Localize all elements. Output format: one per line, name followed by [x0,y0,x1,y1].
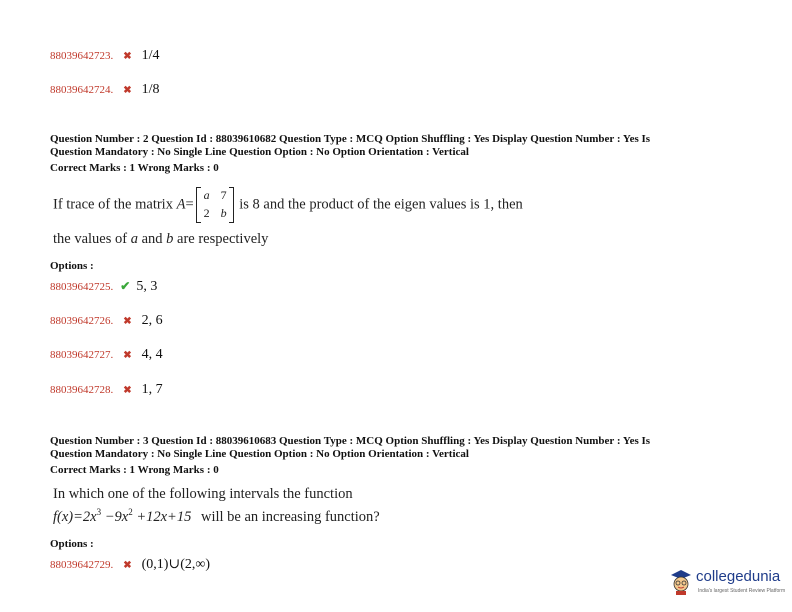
option-row [50,46,160,64]
question-3-meta [50,435,730,477]
wrong-icon: ✖ [123,350,132,361]
variable-b: b [166,231,174,247]
question-text: If trace of the matrix [53,196,173,213]
equals-sign: = [185,196,194,213]
option-row [50,80,160,98]
question-text: will be an increasing function? [200,509,380,525]
option-row [50,380,163,398]
matrix-cell: b [220,206,227,220]
wrong-icon: ✖ [123,85,132,96]
collegedunia-logo [668,566,788,602]
question-meta-line: Question Number : 2 Question Id : 88039610682 Question Type : MCQ Option Shuffling : Yes Display Question Number : Yes Is [50,133,651,145]
question-text: the values of [53,231,128,247]
question-text: is 8 and the product of the eigen values is 1, then [239,196,523,213]
option-text: 5, 3 [136,279,158,294]
exponent: 2 [128,507,133,517]
exponent: 3 [96,507,102,517]
option-id: 88039642725. [50,281,114,293]
option-text: (0,1)∪(2,∞) [141,557,210,572]
question-2-meta [50,133,730,175]
question-3-text-line1: In which one of the following intervals the function [53,486,353,502]
option-id: 88039642727. [50,349,114,361]
check-icon: ✔ [120,279,131,293]
option-text: 1/4 [141,48,160,63]
option-row [50,555,210,573]
option-id: 88039642726. [50,315,114,327]
question-meta-line: Question Mandatory : No Single Line Question Option : No Option Orientation : Vertical [50,448,469,460]
options-label: Options : [50,260,94,272]
matrix [196,187,234,223]
matrix-cell: a [203,188,210,202]
question-text: are respectively [177,231,269,247]
option-text: 1/8 [141,82,160,97]
option-id: 88039642728. [50,384,114,396]
question-meta-line: Question Mandatory : No Single Line Question Option : No Option Orientation : Vertical [50,146,469,158]
options-label: Options : [50,538,94,550]
graduate-mascot-icon [668,568,694,596]
option-row [50,345,163,363]
variable-a: a [130,231,138,247]
matrix-cell: 7 [220,188,227,202]
question-2-text-line2 [53,231,268,248]
question-meta-line: Question Number : 3 Question Id : 88039610683 Question Type : MCQ Option Shuffling : Yes Display Question Number : Yes Is [50,435,651,447]
option-row [50,277,157,295]
question-marks: Correct Marks : 1 Wrong Marks : 0 [50,464,219,476]
wrong-icon: ✖ [123,51,132,62]
matrix-cell: 2 [203,206,210,220]
function-lhs: f(x)=2x [53,509,97,525]
question-3-function [53,507,380,526]
question-2-text-line1 [53,187,523,223]
option-id: 88039642723. [50,50,114,62]
wrong-icon: ✖ [123,316,132,327]
option-id: 88039642724. [50,84,114,96]
wrong-icon: ✖ [123,385,132,396]
wrong-icon: ✖ [123,560,132,571]
option-text: 4, 4 [141,347,163,362]
logo-tagline: India's largest Student Review Platform [698,588,786,594]
option-text: 2, 6 [141,313,163,328]
option-text: 1, 7 [141,382,163,397]
option-row [50,311,163,329]
function-term: −9x [101,509,129,525]
question-marks: Correct Marks : 1 Wrong Marks : 0 [50,162,219,174]
question-text: and [141,231,163,247]
function-term: +12x+15 [132,509,192,525]
option-id: 88039642729. [50,559,114,571]
matrix-variable: A [176,196,186,213]
logo-text: collegedunia [696,568,781,585]
